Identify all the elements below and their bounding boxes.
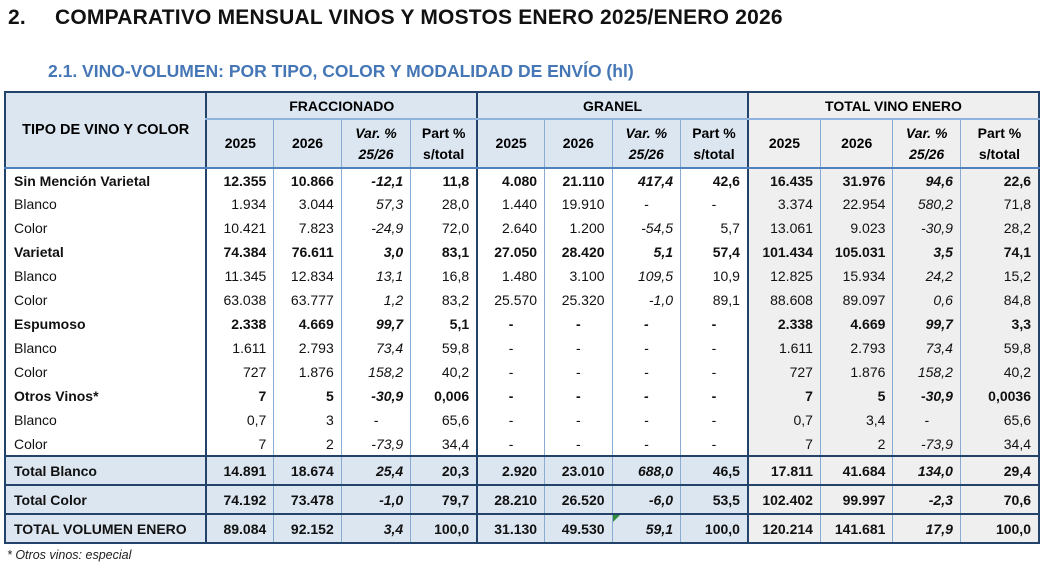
header-var-line2: 25/26 bbox=[909, 145, 945, 162]
table-cell: 40,2 bbox=[960, 360, 1039, 384]
table-cell: 109,5 bbox=[612, 264, 680, 288]
table-cell: 0,7 bbox=[748, 408, 820, 432]
table-cell: - bbox=[477, 408, 544, 432]
table-row bbox=[5, 485, 1039, 514]
header-2025: 2025 bbox=[748, 119, 820, 168]
header-2025: 2025 bbox=[206, 119, 273, 168]
table-body bbox=[5, 168, 1039, 543]
row-label: Otros Vinos* bbox=[14, 388, 99, 404]
row-label: Varietal bbox=[14, 244, 64, 260]
table-cell bbox=[612, 514, 680, 543]
table-cell: 141.681 bbox=[820, 514, 892, 543]
cell-value: 59,1 bbox=[645, 520, 673, 537]
table-row bbox=[5, 514, 1039, 543]
table-cell: 22.954 bbox=[820, 192, 892, 216]
table-cell: -54,5 bbox=[612, 216, 680, 240]
header-2026: 2026 bbox=[820, 119, 892, 168]
group-header-fraccionado: FRACCIONADO bbox=[206, 92, 477, 119]
table-cell: 29,4 bbox=[960, 456, 1039, 485]
table-cell: - bbox=[612, 408, 680, 432]
table-cell: 158,2 bbox=[893, 360, 960, 384]
table-cell: 1.934 bbox=[206, 192, 273, 216]
row-label: Espumoso bbox=[14, 316, 86, 332]
table-cell: 11,8 bbox=[411, 168, 477, 192]
row-label: TOTAL VOLUMEN ENERO bbox=[5, 514, 206, 543]
row-label: Total Color bbox=[5, 485, 206, 514]
table-cell: 28,2 bbox=[960, 216, 1039, 240]
table-cell: 72,0 bbox=[411, 216, 477, 240]
table-cell: 2.338 bbox=[206, 312, 273, 336]
table-cell: - bbox=[545, 432, 612, 456]
table-cell: 7 bbox=[748, 384, 820, 408]
table-cell: 99,7 bbox=[893, 312, 960, 336]
header-part-pct bbox=[681, 119, 748, 168]
table-cell: 17,9 bbox=[893, 514, 960, 543]
table-cell: 99.997 bbox=[820, 485, 892, 514]
table-cell: 89,1 bbox=[681, 288, 748, 312]
table-row bbox=[5, 240, 1039, 264]
table-cell: 74,1 bbox=[960, 240, 1039, 264]
header-var-pct bbox=[893, 119, 960, 168]
table-cell: 25.320 bbox=[545, 288, 612, 312]
table-cell: 15.934 bbox=[820, 264, 892, 288]
table-cell: -6,0 bbox=[612, 485, 680, 514]
table-cell: 688,0 bbox=[612, 456, 680, 485]
table-cell: - bbox=[341, 408, 410, 432]
table-cell: - bbox=[612, 384, 680, 408]
table-cell: 10.866 bbox=[274, 168, 341, 192]
table-cell: 3.374 bbox=[748, 192, 820, 216]
table-cell: 2.920 bbox=[477, 456, 544, 485]
table-row bbox=[5, 192, 1039, 216]
table-cell: 134,0 bbox=[893, 456, 960, 485]
row-label: Color bbox=[14, 364, 48, 380]
table-cell: - bbox=[612, 192, 680, 216]
table-cell: 18.674 bbox=[274, 456, 341, 485]
header-part-line2: s/total bbox=[423, 145, 465, 162]
table-cell: 24,2 bbox=[893, 264, 960, 288]
table-cell: 1.876 bbox=[274, 360, 341, 384]
table-cell: 0,0036 bbox=[960, 384, 1039, 408]
table-cell: 99,7 bbox=[341, 312, 410, 336]
table-cell: 17.811 bbox=[748, 456, 820, 485]
table-cell: 28,0 bbox=[411, 192, 477, 216]
table-cell: 73,4 bbox=[893, 336, 960, 360]
table-cell: - bbox=[681, 312, 748, 336]
table-cell: 3,4 bbox=[341, 514, 410, 543]
row-label: Color bbox=[14, 435, 48, 452]
table-cell: 79,7 bbox=[411, 485, 477, 514]
table-cell: 9.023 bbox=[820, 216, 892, 240]
table-cell: 1.200 bbox=[545, 216, 612, 240]
row-label: Color bbox=[14, 292, 48, 308]
table-cell: 15,2 bbox=[960, 264, 1039, 288]
row-label: Total Blanco bbox=[5, 456, 206, 485]
table-cell: 2.640 bbox=[477, 216, 544, 240]
header-var-pct bbox=[612, 119, 680, 168]
table-cell: 0,7 bbox=[206, 408, 273, 432]
table-cell: 1,2 bbox=[341, 288, 410, 312]
header-var-line2: 25/26 bbox=[358, 145, 394, 162]
table-row bbox=[5, 360, 1039, 384]
table-cell: - bbox=[681, 360, 748, 384]
header-var-line1: Var. % bbox=[355, 125, 397, 142]
header-part-pct bbox=[960, 119, 1039, 168]
header-2025: 2025 bbox=[477, 119, 544, 168]
table-cell: 5,7 bbox=[681, 216, 748, 240]
table-cell: 4.080 bbox=[477, 168, 544, 192]
table-cell: 120.214 bbox=[748, 514, 820, 543]
row-label: Color bbox=[14, 220, 48, 236]
table-cell: 76.611 bbox=[274, 240, 341, 264]
table-cell: 70,6 bbox=[960, 485, 1039, 514]
table-cell: 59,8 bbox=[411, 336, 477, 360]
table-cell: 105.031 bbox=[820, 240, 892, 264]
table-cell: 16.435 bbox=[748, 168, 820, 192]
table-cell: 12.355 bbox=[206, 168, 273, 192]
table-cell: - bbox=[681, 336, 748, 360]
table-cell: 727 bbox=[748, 360, 820, 384]
table-cell: 88.608 bbox=[748, 288, 820, 312]
table-cell: 31.976 bbox=[820, 168, 892, 192]
table-cell: 5,1 bbox=[612, 240, 680, 264]
table-row bbox=[5, 216, 1039, 240]
row-label: Blanco bbox=[14, 340, 57, 356]
table-cell: 0,6 bbox=[893, 288, 960, 312]
subsection-title: 2.1. VINO-VOLUMEN: POR TIPO, COLOR Y MODALIDAD DE ENVÍO (hl) bbox=[48, 61, 634, 81]
table-cell: 3.100 bbox=[545, 264, 612, 288]
table-cell: 65,6 bbox=[960, 408, 1039, 432]
row-label: Blanco bbox=[14, 412, 57, 428]
table-cell: 7 bbox=[748, 432, 820, 456]
table-cell: 100,0 bbox=[681, 514, 748, 543]
table-cell: 7.823 bbox=[274, 216, 341, 240]
corner-header: TIPO DE VINO Y COLOR bbox=[5, 92, 206, 168]
cell-error-flag-icon bbox=[613, 515, 620, 522]
header-2026: 2026 bbox=[274, 119, 341, 168]
table-cell: -1,0 bbox=[341, 485, 410, 514]
table-cell: 63.038 bbox=[206, 288, 273, 312]
table-cell: 57,4 bbox=[681, 240, 748, 264]
table-cell: 34,4 bbox=[960, 432, 1039, 456]
table-cell: 83,2 bbox=[411, 288, 477, 312]
table-cell: 11.345 bbox=[206, 264, 273, 288]
table-cell: - bbox=[477, 312, 544, 336]
table-cell: 2 bbox=[274, 432, 341, 456]
table-cell: 74.384 bbox=[206, 240, 273, 264]
table-cell: -30,9 bbox=[893, 384, 960, 408]
table-cell: 5,1 bbox=[411, 312, 477, 336]
header-part-line2: s/total bbox=[978, 145, 1021, 162]
table-cell: 1.480 bbox=[477, 264, 544, 288]
table-cell: 100,0 bbox=[960, 514, 1039, 543]
section-number: 2. bbox=[8, 6, 26, 29]
table-row bbox=[5, 312, 1039, 336]
wine-volume-table bbox=[4, 91, 1040, 544]
row-label: Blanco bbox=[14, 196, 57, 212]
table-cell: 25,4 bbox=[341, 456, 410, 485]
table-cell: 0,006 bbox=[411, 384, 477, 408]
table-cell: 3,5 bbox=[893, 240, 960, 264]
table-row bbox=[5, 408, 1039, 432]
table-cell: - bbox=[545, 360, 612, 384]
table-cell: 63.777 bbox=[274, 288, 341, 312]
table-cell: 7 bbox=[206, 432, 273, 456]
table-cell: -24,9 bbox=[341, 216, 410, 240]
table-cell: 3,3 bbox=[960, 312, 1039, 336]
table-cell: - bbox=[681, 432, 748, 456]
header-2026: 2026 bbox=[545, 119, 612, 168]
table-cell: 16,8 bbox=[411, 264, 477, 288]
table-cell: 1.440 bbox=[477, 192, 544, 216]
table-cell: 12.825 bbox=[748, 264, 820, 288]
table-cell: - bbox=[545, 408, 612, 432]
table-cell: 2 bbox=[820, 432, 892, 456]
group-header-granel: GRANEL bbox=[477, 92, 748, 119]
table-cell: - bbox=[545, 384, 612, 408]
table-cell: 34,4 bbox=[411, 432, 477, 456]
table-cell: 100,0 bbox=[411, 514, 477, 543]
table-cell: 3,4 bbox=[820, 408, 892, 432]
table-cell: -73,9 bbox=[341, 432, 410, 456]
footnote: * Otros vinos: especial bbox=[7, 548, 132, 562]
group-header-row bbox=[5, 92, 1039, 119]
header-part-line1: Part % bbox=[692, 125, 736, 142]
table-cell: 92.152 bbox=[274, 514, 341, 543]
section-title-text: COMPARATIVO MENSUAL VINOS Y MOSTOS ENERO 2025/ENERO 2026 bbox=[55, 6, 783, 29]
table-cell: 2.793 bbox=[820, 336, 892, 360]
table-row bbox=[5, 168, 1039, 192]
row-label: Blanco bbox=[14, 268, 57, 284]
table-cell: 53,5 bbox=[681, 485, 748, 514]
table-cell: 46,5 bbox=[681, 456, 748, 485]
table-cell: 1.876 bbox=[820, 360, 892, 384]
table-cell: 4.669 bbox=[274, 312, 341, 336]
table-cell: 13,1 bbox=[341, 264, 410, 288]
table-cell: - bbox=[477, 384, 544, 408]
table-cell: 89.084 bbox=[206, 514, 273, 543]
table-cell: 1.611 bbox=[206, 336, 273, 360]
table-cell: -2,3 bbox=[893, 485, 960, 514]
table-row bbox=[5, 336, 1039, 360]
table-row bbox=[5, 288, 1039, 312]
table-cell: 19.910 bbox=[545, 192, 612, 216]
table-cell: 73,4 bbox=[341, 336, 410, 360]
table-cell: 74.192 bbox=[206, 485, 273, 514]
group-header-total-vino-enero: TOTAL VINO ENERO bbox=[748, 92, 1039, 119]
table-row bbox=[5, 384, 1039, 408]
table-cell: 3 bbox=[274, 408, 341, 432]
table-cell: 57,3 bbox=[341, 192, 410, 216]
table-cell: 102.402 bbox=[748, 485, 820, 514]
table-cell: 727 bbox=[206, 360, 273, 384]
header-var-line2: 25/26 bbox=[628, 145, 664, 162]
table-cell: - bbox=[612, 360, 680, 384]
table-row bbox=[5, 432, 1039, 456]
header-var-pct bbox=[341, 119, 410, 168]
table-cell: - bbox=[681, 384, 748, 408]
table-cell: 65,6 bbox=[411, 408, 477, 432]
table-cell: -1,0 bbox=[612, 288, 680, 312]
table-cell: 7 bbox=[206, 384, 273, 408]
table-cell: 40,2 bbox=[411, 360, 477, 384]
table-cell: 12.834 bbox=[274, 264, 341, 288]
table-cell: 3.044 bbox=[274, 192, 341, 216]
table-cell: 13.061 bbox=[748, 216, 820, 240]
table-cell: 26.520 bbox=[545, 485, 612, 514]
table-cell: 25.570 bbox=[477, 288, 544, 312]
header-part-line1: Part % bbox=[421, 125, 466, 142]
table-cell: 73.478 bbox=[274, 485, 341, 514]
table-cell: - bbox=[477, 432, 544, 456]
table-cell: 71,8 bbox=[960, 192, 1039, 216]
table-cell: 2.338 bbox=[748, 312, 820, 336]
table-cell: 1.611 bbox=[748, 336, 820, 360]
table-cell: 83,1 bbox=[411, 240, 477, 264]
table-cell: 5 bbox=[274, 384, 341, 408]
table-cell: 20,3 bbox=[411, 456, 477, 485]
table-cell: 14.891 bbox=[206, 456, 273, 485]
table-cell: 4.669 bbox=[820, 312, 892, 336]
table-cell: - bbox=[681, 408, 748, 432]
table-cell: - bbox=[681, 192, 748, 216]
table-cell: 158,2 bbox=[341, 360, 410, 384]
table-cell: 49.530 bbox=[545, 514, 612, 543]
table-cell: - bbox=[477, 336, 544, 360]
header-part-line2: s/total bbox=[693, 145, 735, 162]
table-cell: 5 bbox=[820, 384, 892, 408]
table-cell: 59,8 bbox=[960, 336, 1039, 360]
table-cell: 10.421 bbox=[206, 216, 273, 240]
table-cell: 28.210 bbox=[477, 485, 544, 514]
table-cell: - bbox=[612, 336, 680, 360]
page-title bbox=[8, 6, 1045, 30]
table-cell: 417,4 bbox=[612, 168, 680, 192]
table-cell: 42,6 bbox=[681, 168, 748, 192]
table-cell: 27.050 bbox=[477, 240, 544, 264]
header-part-pct bbox=[411, 119, 477, 168]
table-cell: 31.130 bbox=[477, 514, 544, 543]
table-cell: 2.793 bbox=[274, 336, 341, 360]
table-cell: -30,9 bbox=[893, 216, 960, 240]
table-cell: 3,0 bbox=[341, 240, 410, 264]
table-cell: 22,6 bbox=[960, 168, 1039, 192]
table-cell: 580,2 bbox=[893, 192, 960, 216]
table-cell: 101.434 bbox=[748, 240, 820, 264]
table-cell: 89.097 bbox=[820, 288, 892, 312]
table-cell: - bbox=[477, 360, 544, 384]
table-cell: 21.110 bbox=[545, 168, 612, 192]
table-cell: 41.684 bbox=[820, 456, 892, 485]
table-row bbox=[5, 456, 1039, 485]
table-cell: - bbox=[612, 312, 680, 336]
row-label: Sin Mención Varietal bbox=[14, 172, 151, 189]
table-cell: 23.010 bbox=[545, 456, 612, 485]
table-row bbox=[5, 264, 1039, 288]
header-part-line1: Part % bbox=[977, 125, 1022, 142]
header-var-line1: Var. % bbox=[905, 125, 948, 142]
header-var-line1: Var. % bbox=[625, 125, 668, 142]
table-cell: 94,6 bbox=[893, 168, 960, 192]
table-cell: -12,1 bbox=[341, 168, 410, 192]
table-cell: 28.420 bbox=[545, 240, 612, 264]
table-cell: 10,9 bbox=[681, 264, 748, 288]
table-cell: -30,9 bbox=[341, 384, 410, 408]
table-cell: 84,8 bbox=[960, 288, 1039, 312]
table-cell: -73,9 bbox=[893, 432, 960, 456]
table-cell: - bbox=[612, 432, 680, 456]
table-cell: - bbox=[893, 408, 960, 432]
table-cell: - bbox=[545, 336, 612, 360]
table-cell: - bbox=[545, 312, 612, 336]
